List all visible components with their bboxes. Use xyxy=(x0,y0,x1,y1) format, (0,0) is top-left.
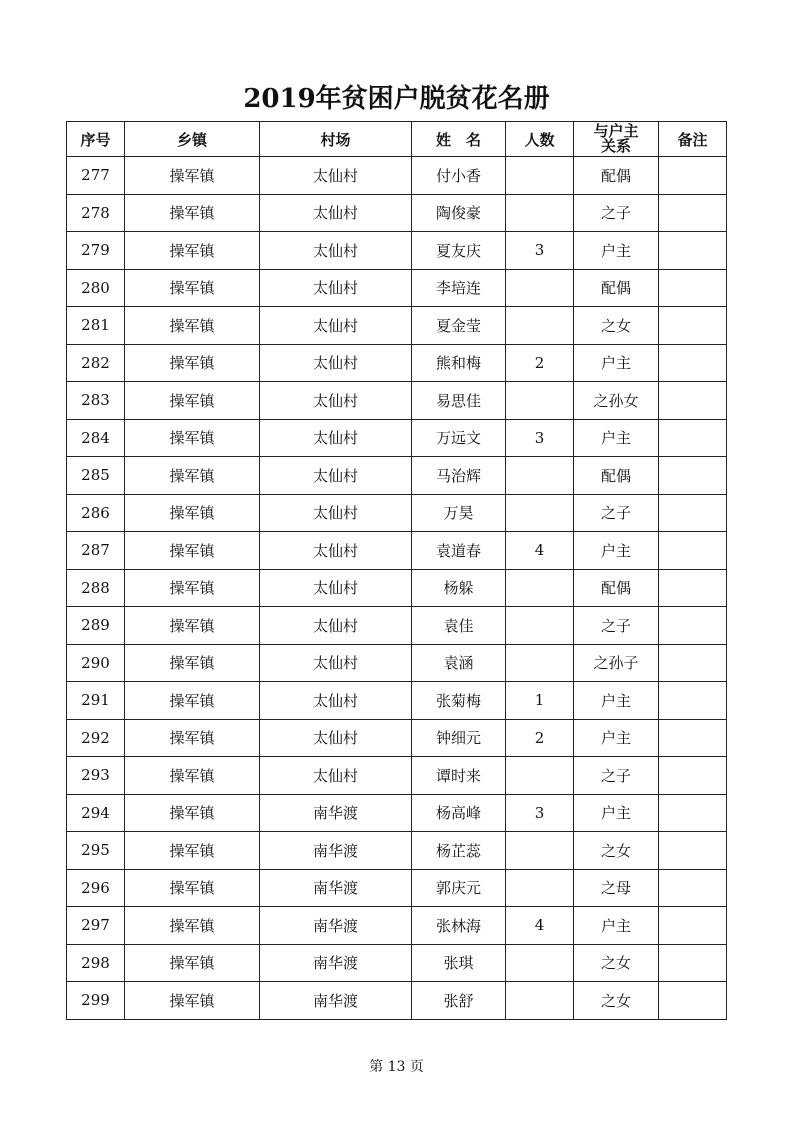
cell-seq: 289 xyxy=(67,607,125,645)
cell-relation: 之母 xyxy=(574,869,659,907)
table-row xyxy=(67,532,727,570)
page-number: 第 13 页 xyxy=(369,1059,424,1075)
cell-count xyxy=(506,194,574,232)
cell-name: 袁涵 xyxy=(412,644,506,682)
cell-remark xyxy=(659,157,727,195)
cell-name: 付小香 xyxy=(412,157,506,195)
cell-relation: 之子 xyxy=(574,494,659,532)
cell-seq: 298 xyxy=(67,944,125,982)
table-row xyxy=(67,982,727,1020)
roster-table xyxy=(66,121,727,1020)
cell-village: 南华渡 xyxy=(260,794,412,832)
cell-relation: 之孙女 xyxy=(574,382,659,420)
header-name: 姓 名 xyxy=(412,122,506,157)
cell-relation: 之子 xyxy=(574,607,659,645)
cell-town: 操军镇 xyxy=(125,194,260,232)
cell-seq: 280 xyxy=(67,269,125,307)
cell-name: 马治辉 xyxy=(412,457,506,495)
cell-town: 操军镇 xyxy=(125,419,260,457)
cell-village: 太仙村 xyxy=(260,457,412,495)
table-row xyxy=(67,232,727,270)
table-row xyxy=(67,419,727,457)
cell-name: 熊和梅 xyxy=(412,344,506,382)
cell-seq: 282 xyxy=(67,344,125,382)
cell-seq: 283 xyxy=(67,382,125,420)
table-row xyxy=(67,719,727,757)
cell-name: 钟细元 xyxy=(412,719,506,757)
cell-village: 太仙村 xyxy=(260,382,412,420)
cell-town: 操军镇 xyxy=(125,344,260,382)
cell-relation: 配偶 xyxy=(574,157,659,195)
cell-village: 太仙村 xyxy=(260,532,412,570)
cell-name: 张林海 xyxy=(412,907,506,945)
cell-relation: 户主 xyxy=(574,344,659,382)
cell-count: 3 xyxy=(506,794,574,832)
table-row xyxy=(67,832,727,870)
table-row xyxy=(67,194,727,232)
cell-village: 太仙村 xyxy=(260,607,412,645)
cell-town: 操军镇 xyxy=(125,494,260,532)
cell-remark xyxy=(659,532,727,570)
cell-count: 4 xyxy=(506,907,574,945)
cell-count xyxy=(506,757,574,795)
cell-seq: 288 xyxy=(67,569,125,607)
cell-remark xyxy=(659,307,727,345)
cell-remark xyxy=(659,719,727,757)
cell-town: 操军镇 xyxy=(125,757,260,795)
cell-seq: 278 xyxy=(67,194,125,232)
cell-relation: 之女 xyxy=(574,832,659,870)
cell-count: 3 xyxy=(506,419,574,457)
cell-relation: 户主 xyxy=(574,907,659,945)
cell-town: 操军镇 xyxy=(125,682,260,720)
cell-count: 2 xyxy=(506,719,574,757)
cell-count xyxy=(506,157,574,195)
cell-name: 杨芷蕊 xyxy=(412,832,506,870)
header-relation xyxy=(574,122,659,157)
table-row xyxy=(67,757,727,795)
cell-seq: 287 xyxy=(67,532,125,570)
cell-town: 操军镇 xyxy=(125,982,260,1020)
header-relation-line1: 与户主 xyxy=(593,122,639,140)
cell-remark xyxy=(659,269,727,307)
cell-village: 太仙村 xyxy=(260,719,412,757)
header-relation-line2: 关系 xyxy=(600,137,631,155)
header-remark: 备注 xyxy=(659,122,727,157)
table-row xyxy=(67,644,727,682)
cell-village: 南华渡 xyxy=(260,982,412,1020)
cell-count xyxy=(506,869,574,907)
cell-relation: 户主 xyxy=(574,794,659,832)
header-count: 人数 xyxy=(506,122,574,157)
cell-seq: 293 xyxy=(67,757,125,795)
cell-count: 4 xyxy=(506,532,574,570)
cell-seq: 286 xyxy=(67,494,125,532)
cell-remark xyxy=(659,494,727,532)
cell-village: 太仙村 xyxy=(260,344,412,382)
cell-village: 南华渡 xyxy=(260,832,412,870)
cell-name: 陶俊豪 xyxy=(412,194,506,232)
cell-remark xyxy=(659,644,727,682)
cell-remark xyxy=(659,869,727,907)
cell-relation: 配偶 xyxy=(574,569,659,607)
header-village: 村场 xyxy=(260,122,412,157)
page-title: 2019年贫困户脱贫花名册 xyxy=(243,84,550,114)
cell-name: 张琪 xyxy=(412,944,506,982)
cell-name: 谭时来 xyxy=(412,757,506,795)
cell-count: 2 xyxy=(506,344,574,382)
table-row xyxy=(67,307,727,345)
cell-village: 南华渡 xyxy=(260,907,412,945)
cell-relation: 之子 xyxy=(574,757,659,795)
cell-seq: 295 xyxy=(67,832,125,870)
cell-name: 易思佳 xyxy=(412,382,506,420)
cell-relation: 户主 xyxy=(574,419,659,457)
cell-relation: 之女 xyxy=(574,944,659,982)
cell-remark xyxy=(659,682,727,720)
cell-relation: 之子 xyxy=(574,194,659,232)
cell-name: 万远文 xyxy=(412,419,506,457)
cell-village: 太仙村 xyxy=(260,682,412,720)
cell-remark xyxy=(659,569,727,607)
cell-count xyxy=(506,944,574,982)
cell-village: 太仙村 xyxy=(260,419,412,457)
cell-count xyxy=(506,982,574,1020)
cell-village: 南华渡 xyxy=(260,869,412,907)
cell-remark xyxy=(659,232,727,270)
cell-relation: 配偶 xyxy=(574,269,659,307)
cell-village: 太仙村 xyxy=(260,269,412,307)
cell-name: 袁道春 xyxy=(412,532,506,570)
table-row xyxy=(67,794,727,832)
cell-town: 操军镇 xyxy=(125,157,260,195)
cell-name: 郭庆元 xyxy=(412,869,506,907)
cell-remark xyxy=(659,344,727,382)
cell-town: 操军镇 xyxy=(125,382,260,420)
cell-seq: 284 xyxy=(67,419,125,457)
table-row xyxy=(67,907,727,945)
cell-name: 夏金莹 xyxy=(412,307,506,345)
cell-town: 操军镇 xyxy=(125,232,260,270)
header-row xyxy=(67,122,727,157)
cell-town: 操军镇 xyxy=(125,532,260,570)
table-row xyxy=(67,569,727,607)
cell-relation: 之女 xyxy=(574,982,659,1020)
cell-relation: 户主 xyxy=(574,719,659,757)
cell-village: 太仙村 xyxy=(260,757,412,795)
roster-body xyxy=(67,157,727,1020)
cell-name: 张舒 xyxy=(412,982,506,1020)
table-row xyxy=(67,457,727,495)
cell-seq: 281 xyxy=(67,307,125,345)
cell-relation: 之女 xyxy=(574,307,659,345)
cell-seq: 279 xyxy=(67,232,125,270)
cell-remark xyxy=(659,607,727,645)
cell-village: 太仙村 xyxy=(260,232,412,270)
cell-town: 操军镇 xyxy=(125,644,260,682)
cell-remark xyxy=(659,419,727,457)
cell-village: 太仙村 xyxy=(260,569,412,607)
cell-count xyxy=(506,307,574,345)
cell-town: 操军镇 xyxy=(125,307,260,345)
table-row xyxy=(67,269,727,307)
cell-count xyxy=(506,607,574,645)
cell-count xyxy=(506,457,574,495)
table-row xyxy=(67,494,727,532)
table-row xyxy=(67,869,727,907)
cell-count xyxy=(506,832,574,870)
cell-remark xyxy=(659,907,727,945)
cell-remark xyxy=(659,382,727,420)
cell-village: 太仙村 xyxy=(260,494,412,532)
cell-remark xyxy=(659,982,727,1020)
cell-village: 南华渡 xyxy=(260,944,412,982)
cell-town: 操军镇 xyxy=(125,832,260,870)
table-row xyxy=(67,344,727,382)
cell-name: 夏友庆 xyxy=(412,232,506,270)
cell-count xyxy=(506,569,574,607)
cell-seq: 294 xyxy=(67,794,125,832)
cell-count: 3 xyxy=(506,232,574,270)
cell-count xyxy=(506,269,574,307)
cell-name: 杨高峰 xyxy=(412,794,506,832)
table-row xyxy=(67,944,727,982)
cell-town: 操军镇 xyxy=(125,457,260,495)
cell-seq: 296 xyxy=(67,869,125,907)
cell-town: 操军镇 xyxy=(125,569,260,607)
cell-name: 李培连 xyxy=(412,269,506,307)
cell-town: 操军镇 xyxy=(125,607,260,645)
table-row xyxy=(67,682,727,720)
cell-relation: 之孙子 xyxy=(574,644,659,682)
cell-name: 张菊梅 xyxy=(412,682,506,720)
cell-town: 操军镇 xyxy=(125,869,260,907)
cell-name: 杨躲 xyxy=(412,569,506,607)
cell-remark xyxy=(659,457,727,495)
table-row xyxy=(67,607,727,645)
cell-town: 操军镇 xyxy=(125,269,260,307)
cell-town: 操军镇 xyxy=(125,907,260,945)
cell-seq: 297 xyxy=(67,907,125,945)
cell-count xyxy=(506,644,574,682)
cell-relation: 户主 xyxy=(574,682,659,720)
cell-remark xyxy=(659,832,727,870)
cell-remark xyxy=(659,944,727,982)
cell-seq: 290 xyxy=(67,644,125,682)
cell-name: 万昊 xyxy=(412,494,506,532)
cell-seq: 291 xyxy=(67,682,125,720)
cell-seq: 285 xyxy=(67,457,125,495)
cell-count: 1 xyxy=(506,682,574,720)
table-row xyxy=(67,382,727,420)
cell-village: 太仙村 xyxy=(260,307,412,345)
cell-village: 太仙村 xyxy=(260,157,412,195)
cell-relation: 户主 xyxy=(574,532,659,570)
cell-remark xyxy=(659,794,727,832)
cell-count xyxy=(506,382,574,420)
cell-town: 操军镇 xyxy=(125,719,260,757)
cell-remark xyxy=(659,194,727,232)
cell-village: 太仙村 xyxy=(260,194,412,232)
cell-town: 操军镇 xyxy=(125,944,260,982)
cell-seq: 292 xyxy=(67,719,125,757)
cell-relation: 配偶 xyxy=(574,457,659,495)
cell-name: 袁佳 xyxy=(412,607,506,645)
header-seq: 序号 xyxy=(67,122,125,157)
table-row xyxy=(67,157,727,195)
cell-village: 太仙村 xyxy=(260,644,412,682)
header-town: 乡镇 xyxy=(125,122,260,157)
cell-relation: 户主 xyxy=(574,232,659,270)
cell-seq: 299 xyxy=(67,982,125,1020)
cell-seq: 277 xyxy=(67,157,125,195)
cell-count xyxy=(506,494,574,532)
cell-remark xyxy=(659,757,727,795)
cell-town: 操军镇 xyxy=(125,794,260,832)
